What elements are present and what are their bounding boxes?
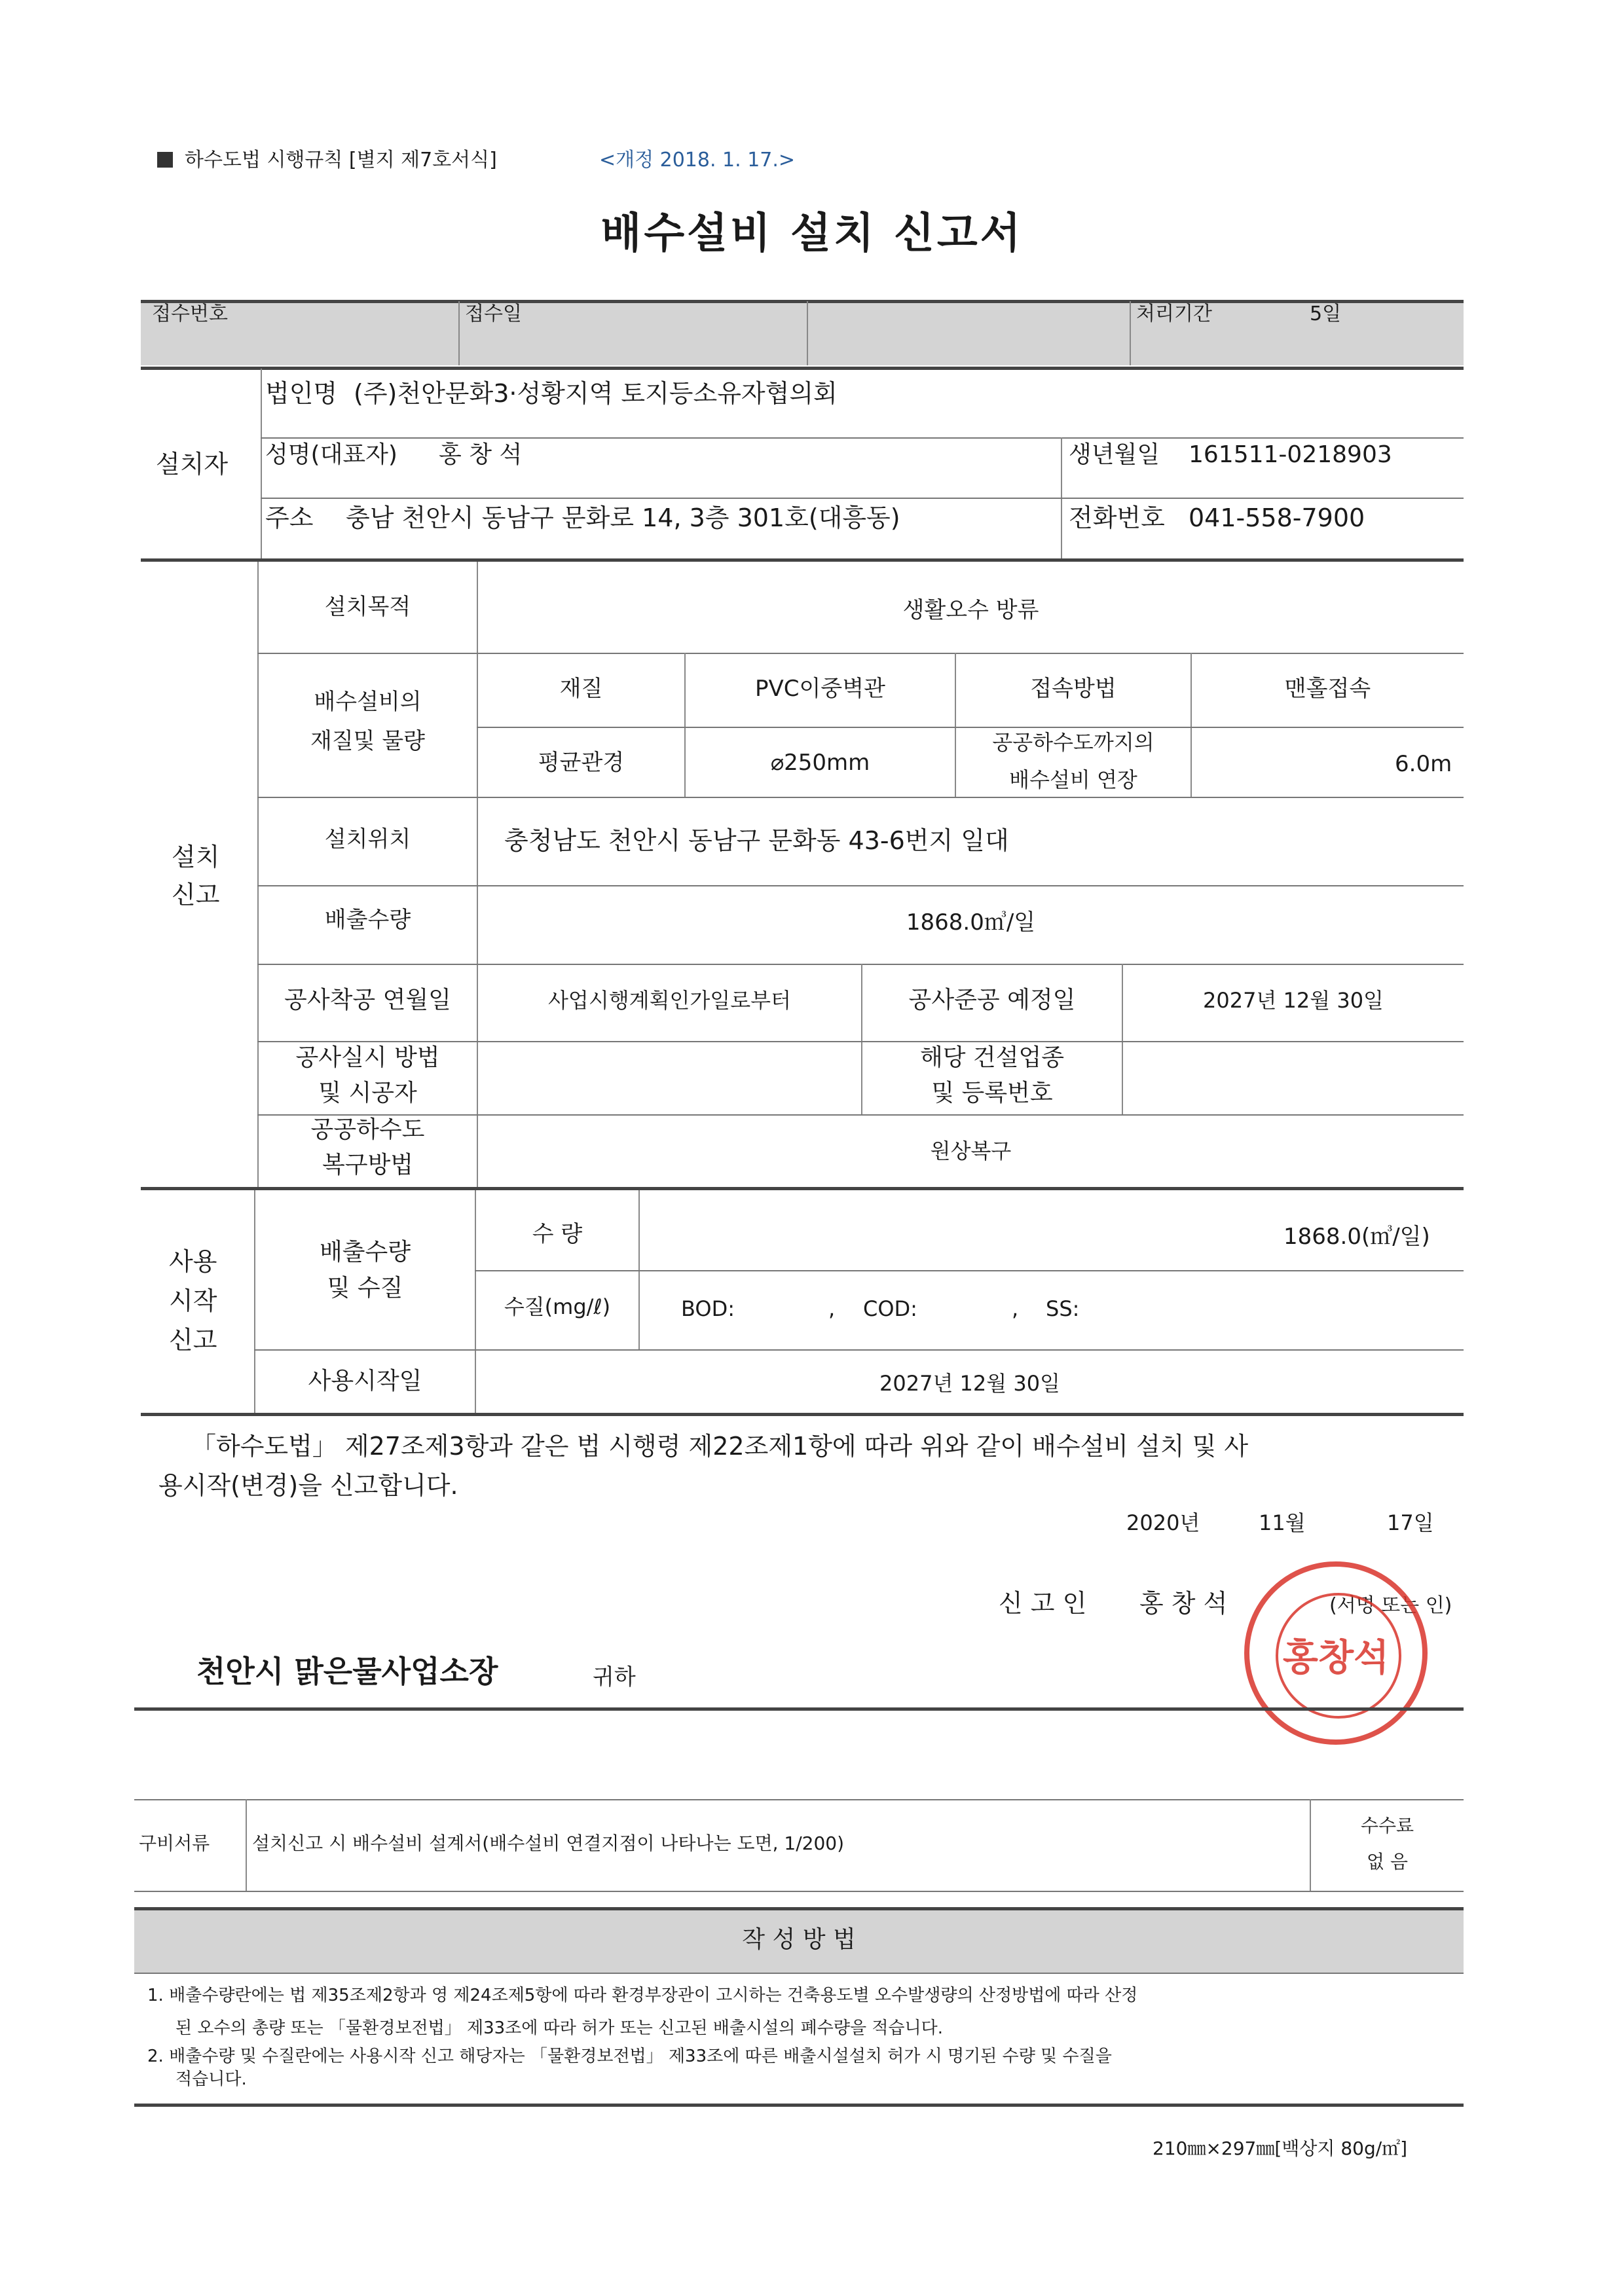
representative-label: 성명(대표자) xyxy=(265,441,397,468)
guide-item-1-line-1: 1. 배출수량란에는 법 제35조제2항과 영 제24조제5항에 따라 환경부장관이 고시하는 건축용도별 오수발생량의 산정방법에 따라 산정 xyxy=(147,1986,1138,2005)
qty-group-label-2: 및 수질 xyxy=(327,1275,403,1302)
extend-label-2: 배수설비 연장 xyxy=(1009,767,1137,792)
connect-method-value: 맨홀접속 xyxy=(1284,676,1371,702)
paper-spec: 210㎜×297㎜[백상지 80g/㎡] xyxy=(1153,2138,1408,2159)
material-label-1: 배수설비의 xyxy=(314,689,422,715)
phone-label: 전화번호 xyxy=(1069,503,1165,532)
quantity-label: 수 량 xyxy=(532,1221,583,1247)
date-month: 11월 xyxy=(1259,1510,1306,1535)
purpose-value: 생활오수 방류 xyxy=(902,597,1039,623)
extend-label-1: 공공하수도까지의 xyxy=(992,730,1154,755)
receipt-bar xyxy=(141,301,1464,365)
construction-method-label-2: 및 시공자 xyxy=(318,1080,417,1106)
installer-section-label: 설치자 xyxy=(156,450,229,479)
construction-finish-value: 2027년 12월 30일 xyxy=(1203,988,1384,1013)
phone-value: 041-558-7900 xyxy=(1189,503,1365,532)
recipient: 천안시 맑은물사업소장 xyxy=(196,1654,498,1689)
processing-period-value: 5일 xyxy=(1310,302,1342,325)
bod-label: BOD: xyxy=(681,1296,735,1321)
corp-name-value: (주)천안문화3·성황지역 토지등소유자협의회 xyxy=(354,379,838,408)
bullet-square-icon xyxy=(157,152,173,168)
guide-item-2-line-2: 적습니다. xyxy=(175,2069,247,2089)
industry-label-1: 해당 건설업종 xyxy=(919,1044,1065,1071)
fee-value: 없 음 xyxy=(1367,1851,1408,1872)
quality-label: 수질(mg/ℓ) xyxy=(504,1294,611,1319)
birth-date-label: 생년월일 xyxy=(1069,441,1160,468)
discharge-label: 배출수량 xyxy=(324,907,411,933)
connect-method-label: 접속방법 xyxy=(1030,676,1116,702)
required-docs-value: 설치신고 시 배수설비 설계서(배수설비 연결지점이 나타나는 도면, 1/200) xyxy=(252,1832,845,1854)
restore-label-2: 복구방법 xyxy=(322,1152,414,1178)
construction-start-value: 사업시행계획인가일로부터 xyxy=(548,988,791,1013)
processing-period-label: 처리기간 xyxy=(1136,302,1212,325)
restore-label-1: 공공하수도 xyxy=(310,1116,425,1143)
declaration-line-2: 용시작(변경)을 신고합니다. xyxy=(158,1471,458,1500)
quantity-value: 1868.0(㎥/일) xyxy=(1283,1224,1430,1250)
seal-stamp-icon xyxy=(1244,1561,1428,1745)
receipt-date-label: 접수일 xyxy=(465,302,522,325)
usage-start-value: 2027년 12월 30일 xyxy=(879,1371,1060,1396)
fee-label: 수수료 xyxy=(1360,1815,1414,1836)
signature-note: (서명 또는 인) xyxy=(1329,1594,1452,1617)
qty-group-label-1: 배출수량 xyxy=(319,1239,411,1266)
law-reference: 하수도법 시행규칙 [별지 제7호서식] xyxy=(185,149,497,172)
guide-title: 작 성 방 법 xyxy=(742,1926,856,1953)
construction-method-label-1: 공사실시 방법 xyxy=(295,1044,440,1071)
required-docs-label: 구비서류 xyxy=(139,1832,210,1854)
recipient-suffix: 귀하 xyxy=(593,1664,636,1690)
material-value: PVC이중벽관 xyxy=(755,676,885,702)
material-label-2: 재질및 물량 xyxy=(310,728,426,754)
declaration-line-1: 「하수도법」 제27조제3항과 같은 법 시행령 제22조제1항에 따라 위와 같이 배수설비 설치 및 사 xyxy=(191,1432,1249,1461)
location-label: 설치위치 xyxy=(324,826,411,852)
extend-value: 6.0m xyxy=(1395,751,1452,777)
cod-label: COD: xyxy=(863,1296,917,1321)
receipt-number-label: 접수번호 xyxy=(152,302,228,325)
address-value: 충남 천안시 동남구 문화로 14, 3층 301호(대흥동) xyxy=(346,503,900,532)
restore-value: 원상복구 xyxy=(930,1139,1012,1163)
construction-start-label: 공사착공 연월일 xyxy=(284,987,451,1013)
representative-value: 홍 창 석 xyxy=(439,441,523,468)
ss-label: SS: xyxy=(1046,1296,1080,1321)
install-section-label-1: 설치 xyxy=(172,843,220,871)
usage-section-label-3: 신고 xyxy=(169,1326,217,1355)
quality-separator-1: , xyxy=(828,1296,836,1321)
discharge-value: 1868.0㎥/일 xyxy=(906,909,1036,936)
usage-section-label-1: 사용 xyxy=(169,1247,217,1276)
date-day: 17일 xyxy=(1387,1510,1434,1535)
birth-date-value: 161511-0218903 xyxy=(1189,441,1392,468)
applicant-label: 신 고 인 xyxy=(999,1589,1087,1618)
material-sub-label: 재질 xyxy=(559,676,603,702)
document-title: 배수설비 설치 신고서 xyxy=(600,210,1024,258)
usage-section-label-2: 시작 xyxy=(169,1286,217,1315)
location-value: 충청남도 천안시 동남구 문화동 43-6번지 일대 xyxy=(504,826,1009,855)
quality-separator-2: , xyxy=(1012,1296,1019,1321)
install-section-label-2: 신고 xyxy=(172,881,220,909)
diameter-value: ⌀250mm xyxy=(770,750,870,776)
revision-note: <개정 2018. 1. 17.> xyxy=(599,149,796,172)
guide-item-1-line-2: 된 오수의 총량 또는 「물환경보전법」 제33조에 따라 허가 또는 신고된 배출시설의 폐수량을 적습니다. xyxy=(175,2018,944,2038)
diameter-label: 평균관경 xyxy=(538,750,625,776)
purpose-label: 설치목적 xyxy=(324,594,411,620)
date-year: 2020년 xyxy=(1126,1510,1200,1535)
construction-finish-label: 공사준공 예정일 xyxy=(908,987,1076,1013)
industry-label-2: 및 등록번호 xyxy=(931,1080,1053,1106)
usage-start-label: 사용시작일 xyxy=(308,1368,422,1394)
applicant-name: 홍 창 석 xyxy=(1139,1589,1228,1618)
address-label: 주소 xyxy=(265,503,314,532)
corp-name-label: 법인명 xyxy=(265,379,338,408)
guide-item-2-line-1: 2. 배출수량 및 수질란에는 사용시작 신고 해당자는 「물환경보전법」 제33조에 따른 배출시설설치 허가 시 명기된 수량 및 수질을 xyxy=(147,2047,1112,2066)
seal-stamp-text: 홍창석 xyxy=(1282,1636,1390,1679)
